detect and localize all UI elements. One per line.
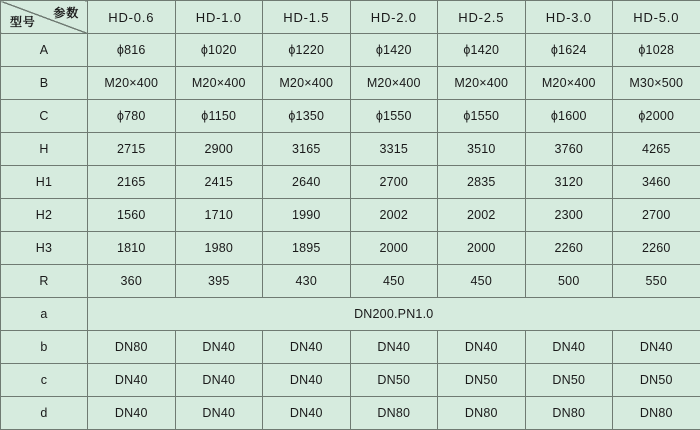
table-cell: DN40 — [88, 397, 176, 430]
row-label: b — [1, 331, 88, 364]
table-cell: 2700 — [613, 199, 700, 232]
table-cell: 360 — [88, 265, 176, 298]
table-cell: M20×400 — [438, 67, 526, 100]
table-cell: 2835 — [438, 166, 526, 199]
table-cell: ϕ780 — [88, 100, 176, 133]
table-row — [1, 166, 700, 199]
table-cell: ϕ1350 — [263, 100, 351, 133]
row-label: d — [1, 397, 88, 430]
table-cell: 3760 — [525, 133, 613, 166]
table-row — [1, 133, 700, 166]
table-cell: 2715 — [88, 133, 176, 166]
table-row — [1, 34, 700, 67]
table-cell: M20×400 — [88, 67, 176, 100]
model-header: HD-2.5 — [438, 1, 526, 34]
table-cell: 2000 — [350, 232, 438, 265]
table-cell: 2640 — [263, 166, 351, 199]
table-cell: 1990 — [263, 199, 351, 232]
table-cell: DN40 — [263, 364, 351, 397]
table-row — [1, 364, 700, 397]
table-cell: 550 — [613, 265, 700, 298]
table-cell: 2002 — [350, 199, 438, 232]
table-cell: 2900 — [175, 133, 263, 166]
table-cell: 430 — [263, 265, 351, 298]
model-header: HD-1.0 — [175, 1, 263, 34]
table-row — [1, 298, 700, 331]
row-label: C — [1, 100, 88, 133]
table-cell: DN80 — [350, 397, 438, 430]
model-label: 型号 — [10, 13, 36, 30]
table-cell: ϕ1600 — [525, 100, 613, 133]
table-cell: M30×500 — [613, 67, 700, 100]
table-row — [1, 67, 700, 100]
table-cell: 2260 — [613, 232, 700, 265]
table-cell: 450 — [350, 265, 438, 298]
table-cell: ϕ816 — [88, 34, 176, 67]
table-cell: 1980 — [175, 232, 263, 265]
table-cell: 395 — [175, 265, 263, 298]
row-label: B — [1, 67, 88, 100]
row-label: H1 — [1, 166, 88, 199]
table-cell: DN40 — [263, 397, 351, 430]
table-row — [1, 100, 700, 133]
model-header: HD-1.5 — [263, 1, 351, 34]
table-cell: M20×400 — [175, 67, 263, 100]
table-cell: DN40 — [175, 397, 263, 430]
table-cell: M20×400 — [350, 67, 438, 100]
row-label: A — [1, 34, 88, 67]
table-cell: ϕ1550 — [438, 100, 526, 133]
table-cell: 2260 — [525, 232, 613, 265]
param-label: 参数 — [53, 4, 79, 21]
table-cell: 3510 — [438, 133, 526, 166]
table-row — [1, 265, 700, 298]
row-label: c — [1, 364, 88, 397]
table-cell: ϕ2000 — [613, 100, 700, 133]
table-cell: DN40 — [263, 331, 351, 364]
table-cell: 500 — [525, 265, 613, 298]
merged-cell: DN200.PN1.0 — [88, 298, 700, 331]
table-cell: 2300 — [525, 199, 613, 232]
table-cell: ϕ1220 — [263, 34, 351, 67]
table-cell: DN50 — [525, 364, 613, 397]
table-cell: DN40 — [350, 331, 438, 364]
table-cell: 3165 — [263, 133, 351, 166]
table-cell: 3460 — [613, 166, 700, 199]
table-cell: DN80 — [613, 397, 700, 430]
table-cell: DN40 — [438, 331, 526, 364]
table-cell: DN50 — [350, 364, 438, 397]
table-cell: 2000 — [438, 232, 526, 265]
table-row — [1, 232, 700, 265]
table-cell: DN80 — [438, 397, 526, 430]
table-cell: DN80 — [525, 397, 613, 430]
table-cell: 3315 — [350, 133, 438, 166]
table-cell: 1895 — [263, 232, 351, 265]
model-header: HD-5.0 — [613, 1, 700, 34]
table-cell: DN40 — [175, 364, 263, 397]
model-header: HD-3.0 — [525, 1, 613, 34]
row-label: a — [1, 298, 88, 331]
table-row — [1, 199, 700, 232]
table-cell: ϕ1020 — [175, 34, 263, 67]
table-cell: 2165 — [88, 166, 176, 199]
table-cell: 1560 — [88, 199, 176, 232]
table-cell: 1810 — [88, 232, 176, 265]
table-cell: DN40 — [613, 331, 700, 364]
table-cell: 2415 — [175, 166, 263, 199]
table-cell: 3120 — [525, 166, 613, 199]
table-cell: ϕ1624 — [525, 34, 613, 67]
table-row — [1, 397, 700, 430]
model-header: HD-0.6 — [88, 1, 176, 34]
corner-cell — [1, 1, 88, 34]
table-cell: M20×400 — [263, 67, 351, 100]
table-cell: DN40 — [525, 331, 613, 364]
row-label: R — [1, 265, 88, 298]
header-row — [1, 1, 700, 34]
table-cell: DN40 — [175, 331, 263, 364]
model-header: HD-2.0 — [350, 1, 438, 34]
table-cell: ϕ1550 — [350, 100, 438, 133]
table-cell: 1710 — [175, 199, 263, 232]
table-cell: ϕ1420 — [350, 34, 438, 67]
table-cell: 4265 — [613, 133, 700, 166]
table-cell: DN80 — [88, 331, 176, 364]
table-cell: ϕ1420 — [438, 34, 526, 67]
table-cell: DN40 — [88, 364, 176, 397]
table-cell: ϕ1028 — [613, 34, 700, 67]
table-cell: ϕ1150 — [175, 100, 263, 133]
row-label: H3 — [1, 232, 88, 265]
table-cell: M20×400 — [525, 67, 613, 100]
table-cell: DN50 — [438, 364, 526, 397]
table-cell: 2002 — [438, 199, 526, 232]
table-cell: 2700 — [350, 166, 438, 199]
table-cell: DN50 — [613, 364, 700, 397]
row-label: H2 — [1, 199, 88, 232]
row-label: H — [1, 133, 88, 166]
table-cell: 450 — [438, 265, 526, 298]
table-row — [1, 331, 700, 364]
